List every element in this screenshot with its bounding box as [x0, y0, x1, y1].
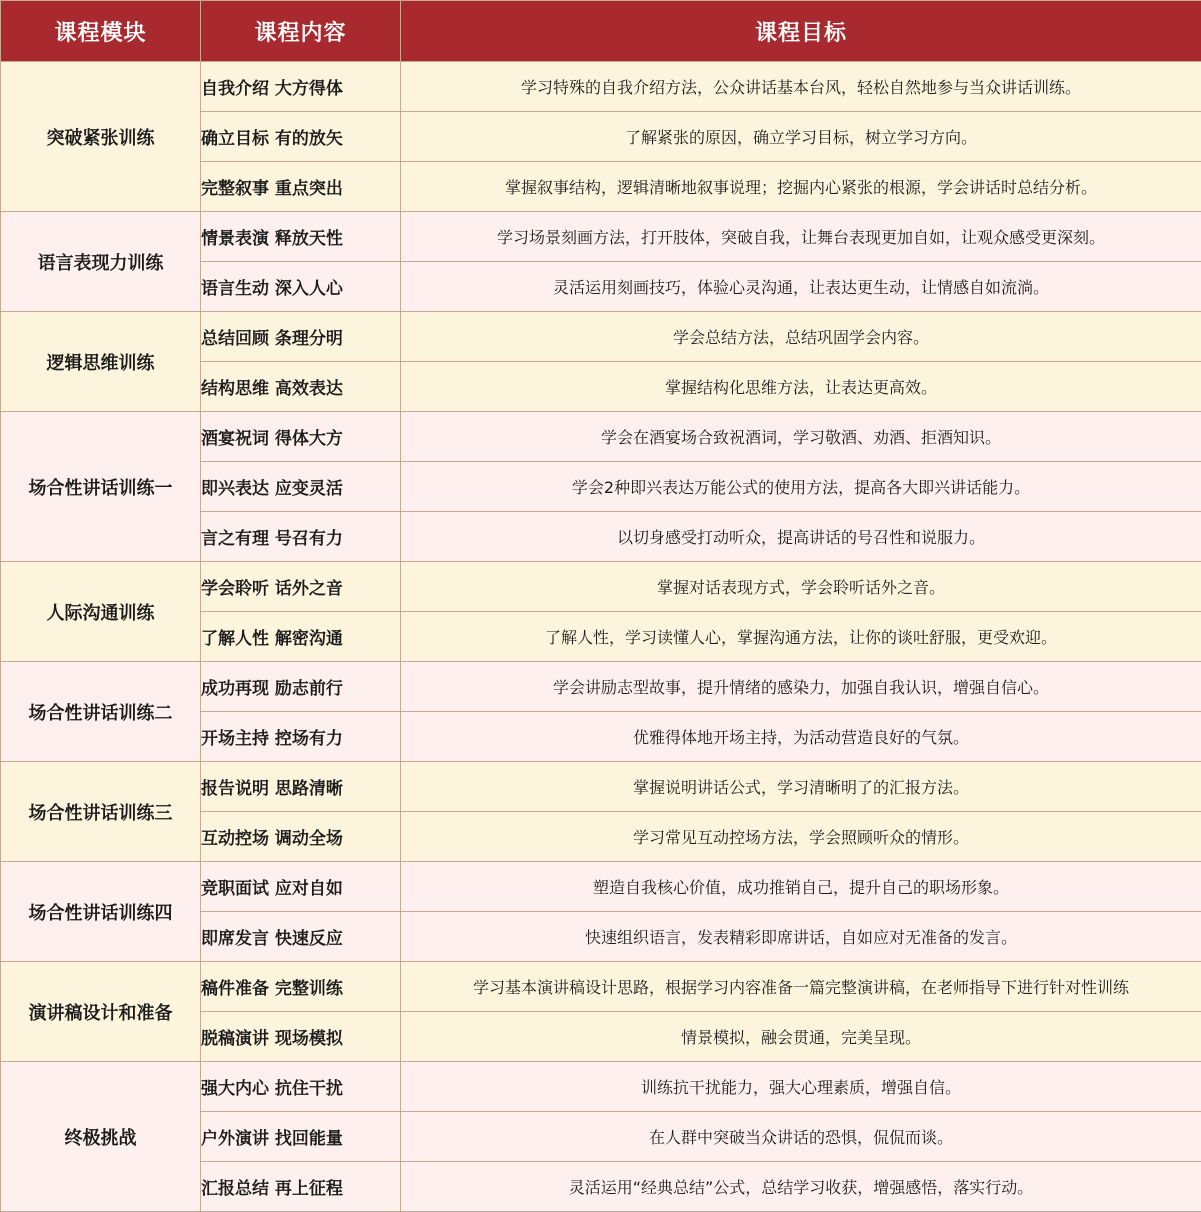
goal-cell: 灵活运用“经典总结”公式，总结学习收获，增强感悟，落实行动。: [401, 1162, 1201, 1212]
goal-cell: 掌握叙事结构，逻辑清晰地叙事说理；挖掘内心紧张的根源，学会讲话时总结分析。: [401, 162, 1201, 212]
goal-cell: 了解人性，学习读懂人心，掌握沟通方法，让你的谈吐舒服，更受欢迎。: [401, 612, 1201, 662]
goal-cell: 学会讲励志型故事，提升情绪的感染力，加强自我认识，增强自信心。: [401, 662, 1201, 712]
content-column-header: 课程内容: [201, 1, 401, 62]
module-cell: 场合性讲话训练四: [1, 862, 201, 962]
goal-cell: 以切身感受打动听众，提高讲话的号召性和说服力。: [401, 512, 1201, 562]
content-cell: 成功再现 励志前行: [201, 662, 401, 712]
content-cell: 强大内心 抗住干扰: [201, 1062, 401, 1112]
table-row: [1, 562, 1201, 612]
content-cell: 情景表演 释放天性: [201, 212, 401, 262]
content-cell: 即席发言 快速反应: [201, 912, 401, 962]
content-cell: 确立目标 有的放矢: [201, 112, 401, 162]
goal-cell: 学习常见互动控场方法，学会照顾听众的情形。: [401, 812, 1201, 862]
content-cell: 互动控场 调动全场: [201, 812, 401, 862]
goal-cell: 学会2种即兴表达万能公式的使用方法，提高各大即兴讲话能力。: [401, 462, 1201, 512]
content-cell: 了解人性 解密沟通: [201, 612, 401, 662]
table-row: [1, 962, 1201, 1012]
table-row: [1, 1062, 1201, 1112]
content-cell: 言之有理 号召有力: [201, 512, 401, 562]
goal-cell: 情景模拟，融会贯通，完美呈现。: [401, 1012, 1201, 1062]
table-row: [1, 412, 1201, 462]
goal-cell: 快速组织语言，发表精彩即席讲话，自如应对无准备的发言。: [401, 912, 1201, 962]
table-row: [1, 762, 1201, 812]
module-cell: 逻辑思维训练: [1, 312, 201, 412]
goal-column-header: 课程目标: [401, 1, 1201, 62]
content-cell: 开场主持 控场有力: [201, 712, 401, 762]
content-cell: 完整叙事 重点突出: [201, 162, 401, 212]
table-row: [1, 862, 1201, 912]
content-cell: 酒宴祝词 得体大方: [201, 412, 401, 462]
table-row: [1, 212, 1201, 262]
content-cell: 户外演讲 找回能量: [201, 1112, 401, 1162]
content-cell: 自我介绍 大方得体: [201, 62, 401, 112]
goal-cell: 了解紧张的原因，确立学习目标，树立学习方向。: [401, 112, 1201, 162]
table-row: [1, 62, 1201, 112]
goal-cell: 在人群中突破当众讲话的恐惧，侃侃而谈。: [401, 1112, 1201, 1162]
goal-cell: 掌握说明讲话公式，学习清晰明了的汇报方法。: [401, 762, 1201, 812]
content-cell: 结构思维 高效表达: [201, 362, 401, 412]
goal-cell: 掌握结构化思维方法，让表达更高效。: [401, 362, 1201, 412]
content-cell: 竞职面试 应对自如: [201, 862, 401, 912]
content-cell: 汇报总结 再上征程: [201, 1162, 401, 1212]
content-cell: 总结回顾 条理分明: [201, 312, 401, 362]
goal-cell: 训练抗干扰能力，强大心理素质，增强自信。: [401, 1062, 1201, 1112]
module-cell: 场合性讲话训练三: [1, 762, 201, 862]
content-cell: 即兴表达 应变灵活: [201, 462, 401, 512]
goal-cell: 灵活运用刻画技巧，体验心灵沟通，让表达更生动，让情感自如流淌。: [401, 262, 1201, 312]
table-row: [1, 662, 1201, 712]
goal-cell: 学会总结方法，总结巩固学会内容。: [401, 312, 1201, 362]
module-column-header: 课程模块: [1, 1, 201, 62]
module-cell: 场合性讲话训练一: [1, 412, 201, 562]
goal-cell: 学习场景刻画方法，打开肢体，突破自我，让舞台表现更加自如，让观众感受更深刻。: [401, 212, 1201, 262]
module-cell: 终极挑战: [1, 1062, 201, 1212]
module-cell: 演讲稿设计和准备: [1, 962, 201, 1062]
goal-cell: 学习特殊的自我介绍方法，公众讲话基本台风，轻松自然地参与当众讲话训练。: [401, 62, 1201, 112]
content-cell: 学会聆听 话外之音: [201, 562, 401, 612]
header-row: [1, 1, 1201, 62]
content-cell: 报告说明 思路清晰: [201, 762, 401, 812]
goal-cell: 学习基本演讲稿设计思路，根据学习内容准备一篇完整演讲稿，在老师指导下进行针对性训练: [401, 962, 1201, 1012]
goal-cell: 学会在酒宴场合致祝酒词，学习敬酒、劝酒、拒酒知识。: [401, 412, 1201, 462]
content-cell: 脱稿演讲 现场模拟: [201, 1012, 401, 1062]
module-cell: 人际沟通训练: [1, 562, 201, 662]
module-cell: 突破紧张训练: [1, 62, 201, 212]
module-cell: 场合性讲话训练二: [1, 662, 201, 762]
course-body: [1, 62, 1201, 1212]
goal-cell: 掌握对话表现方式，学会聆听话外之音。: [401, 562, 1201, 612]
table-row: [1, 312, 1201, 362]
module-cell: 语言表现力训练: [1, 212, 201, 312]
goal-cell: 优雅得体地开场主持，为活动营造良好的气氛。: [401, 712, 1201, 762]
content-cell: 语言生动 深入人心: [201, 262, 401, 312]
content-cell: 稿件准备 完整训练: [201, 962, 401, 1012]
goal-cell: 塑造自我核心价值，成功推销自己，提升自己的职场形象。: [401, 862, 1201, 912]
